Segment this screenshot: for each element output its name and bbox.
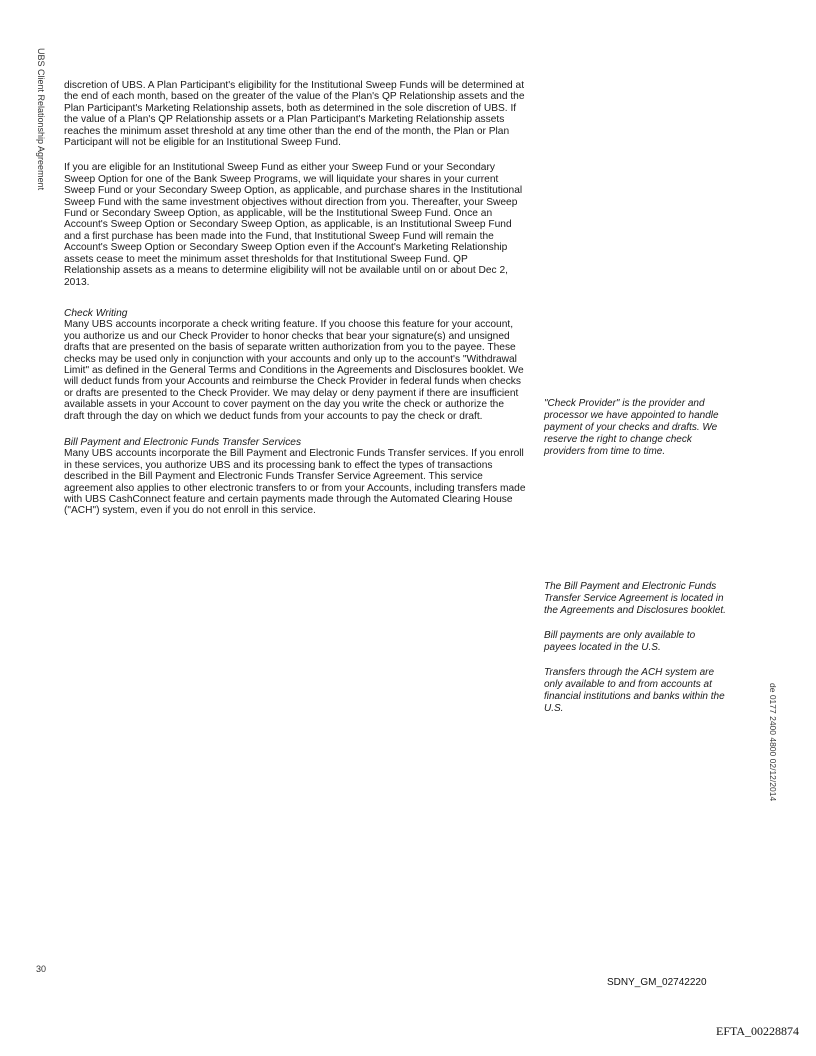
form-code: de 0177 2400 4800 02/12/2014	[768, 683, 778, 802]
page-number: 30	[36, 964, 47, 974]
sidenote-text: Transfers through the ACH system are only available to and from accounts at financial institutions and banks within the U.S.	[544, 667, 725, 714]
sidenote-text: "Check Provider" is the provider and processor we have appointed to handle payment of your checks and drafts. We reserve the right to change check providers from time to time.	[544, 398, 719, 457]
sidenote-check-provider	[544, 398, 730, 471]
heading-bill-payment: Bill Payment and Electronic Funds Transfer Services	[64, 436, 302, 448]
document-side-label: UBS Client Relationship Agreement	[36, 48, 46, 191]
efta-number: EFTA_00228874	[716, 1024, 800, 1038]
paragraph-eligibility: discretion of UBS. A Plan Participant's eligibility for the Institutional Sweep Funds will be determined at the end of each month, based on the greater of the value of the Plan's QP Relationship assets and the Plan Participant's Marketing Relationship assets, both as determined in the sole discretion of UBS. If the value of a Plan's QP Relationship assets or a Plan Participant's Marketing Relationship assets reaches the minimum asset threshold at any time other than the end of the month, the Plan or Plan Participant will not be eligible for an Institutional Sweep Fund.	[64, 80, 525, 149]
paragraph-institutional-sweep: If you are eligible for an Institutional Sweep Fund as either your Sweep Fund or your Secondary Sweep Option for one of the Bank Sweep Programs, we will liquidate your shares in your current Sweep Fund or your Secondary Sweep Option, as applicable, and purchase shares in the Institutional Sweep Fund with the same investment objectives without direction from you. Thereafter, your Sweep Fund or Secondary Sweep Option, as applicable, will be the Institutional Sweep Fund. Once an Account's Sweep Option or Secondary Sweep Option, as applicable, is an Institutional Sweep Fund and a first purchase has been made into the Fund, that Institutional Sweep Fund will remain the Account's Sweep Option or Secondary Sweep Option even if the Account's Marketing Relationship assets cease to meet the minimum asset thresholds for that Institutional Sweep Fund. QP Relationship assets as a means to determine eligibility will not be available until on or about Dec 2, 2013.	[64, 162, 523, 288]
heading-check-writing: Check Writing	[64, 307, 128, 319]
paragraph-check-writing: Many UBS accounts incorporate a check writing feature. If you choose this feature for your account, you authorize us and our Check Provider to honor checks that bear your signature(s) and unsigned drafts that are presented on the basis of separate written authorization from you to the payee. These checks may be used only in conjunction with your accounts and only up to the account's "Withdrawal Limit" as defined in the General Terms and Conditions in the Agreements and Disclosures booklet. We will deduct funds from your Accounts and reimburse the Check Provider in federal funds when checks or drafts are presented to the Check Provider. We may delay or deny payment if there are insufficient available assets in your Account to cover payment on the day you write the check or authorize the draft through the day on which we deduct funds from your accounts to pay the check or draft.	[64, 319, 524, 422]
sidenote-bill-payment	[544, 581, 730, 728]
bates-number: SDNY_GM_02742220	[607, 977, 707, 988]
main-body	[64, 80, 526, 517]
paragraph-bill-payment: Many UBS accounts incorporate the Bill Payment and Electronic Funds Transfer services. If you enroll in these services, you authorize UBS and its processing bank to effect the types of transactions described in the Bill Payment and Electronic Funds Transfer Service Agreement. This service agreement also applies to other electronic transfers to or from your Accounts, including transfers made with UBS CashConnect feature and certain payments made through the Automated Clearing House ("ACH") system, even if you do not enroll in this service.	[64, 448, 526, 517]
sidenote-text: The Bill Payment and Electronic Funds Transfer Service Agreement is located in the Agreements and Disclosures booklet.	[544, 581, 726, 616]
sidenote-text: Bill payments are only available to payees located in the U.S.	[544, 630, 696, 653]
